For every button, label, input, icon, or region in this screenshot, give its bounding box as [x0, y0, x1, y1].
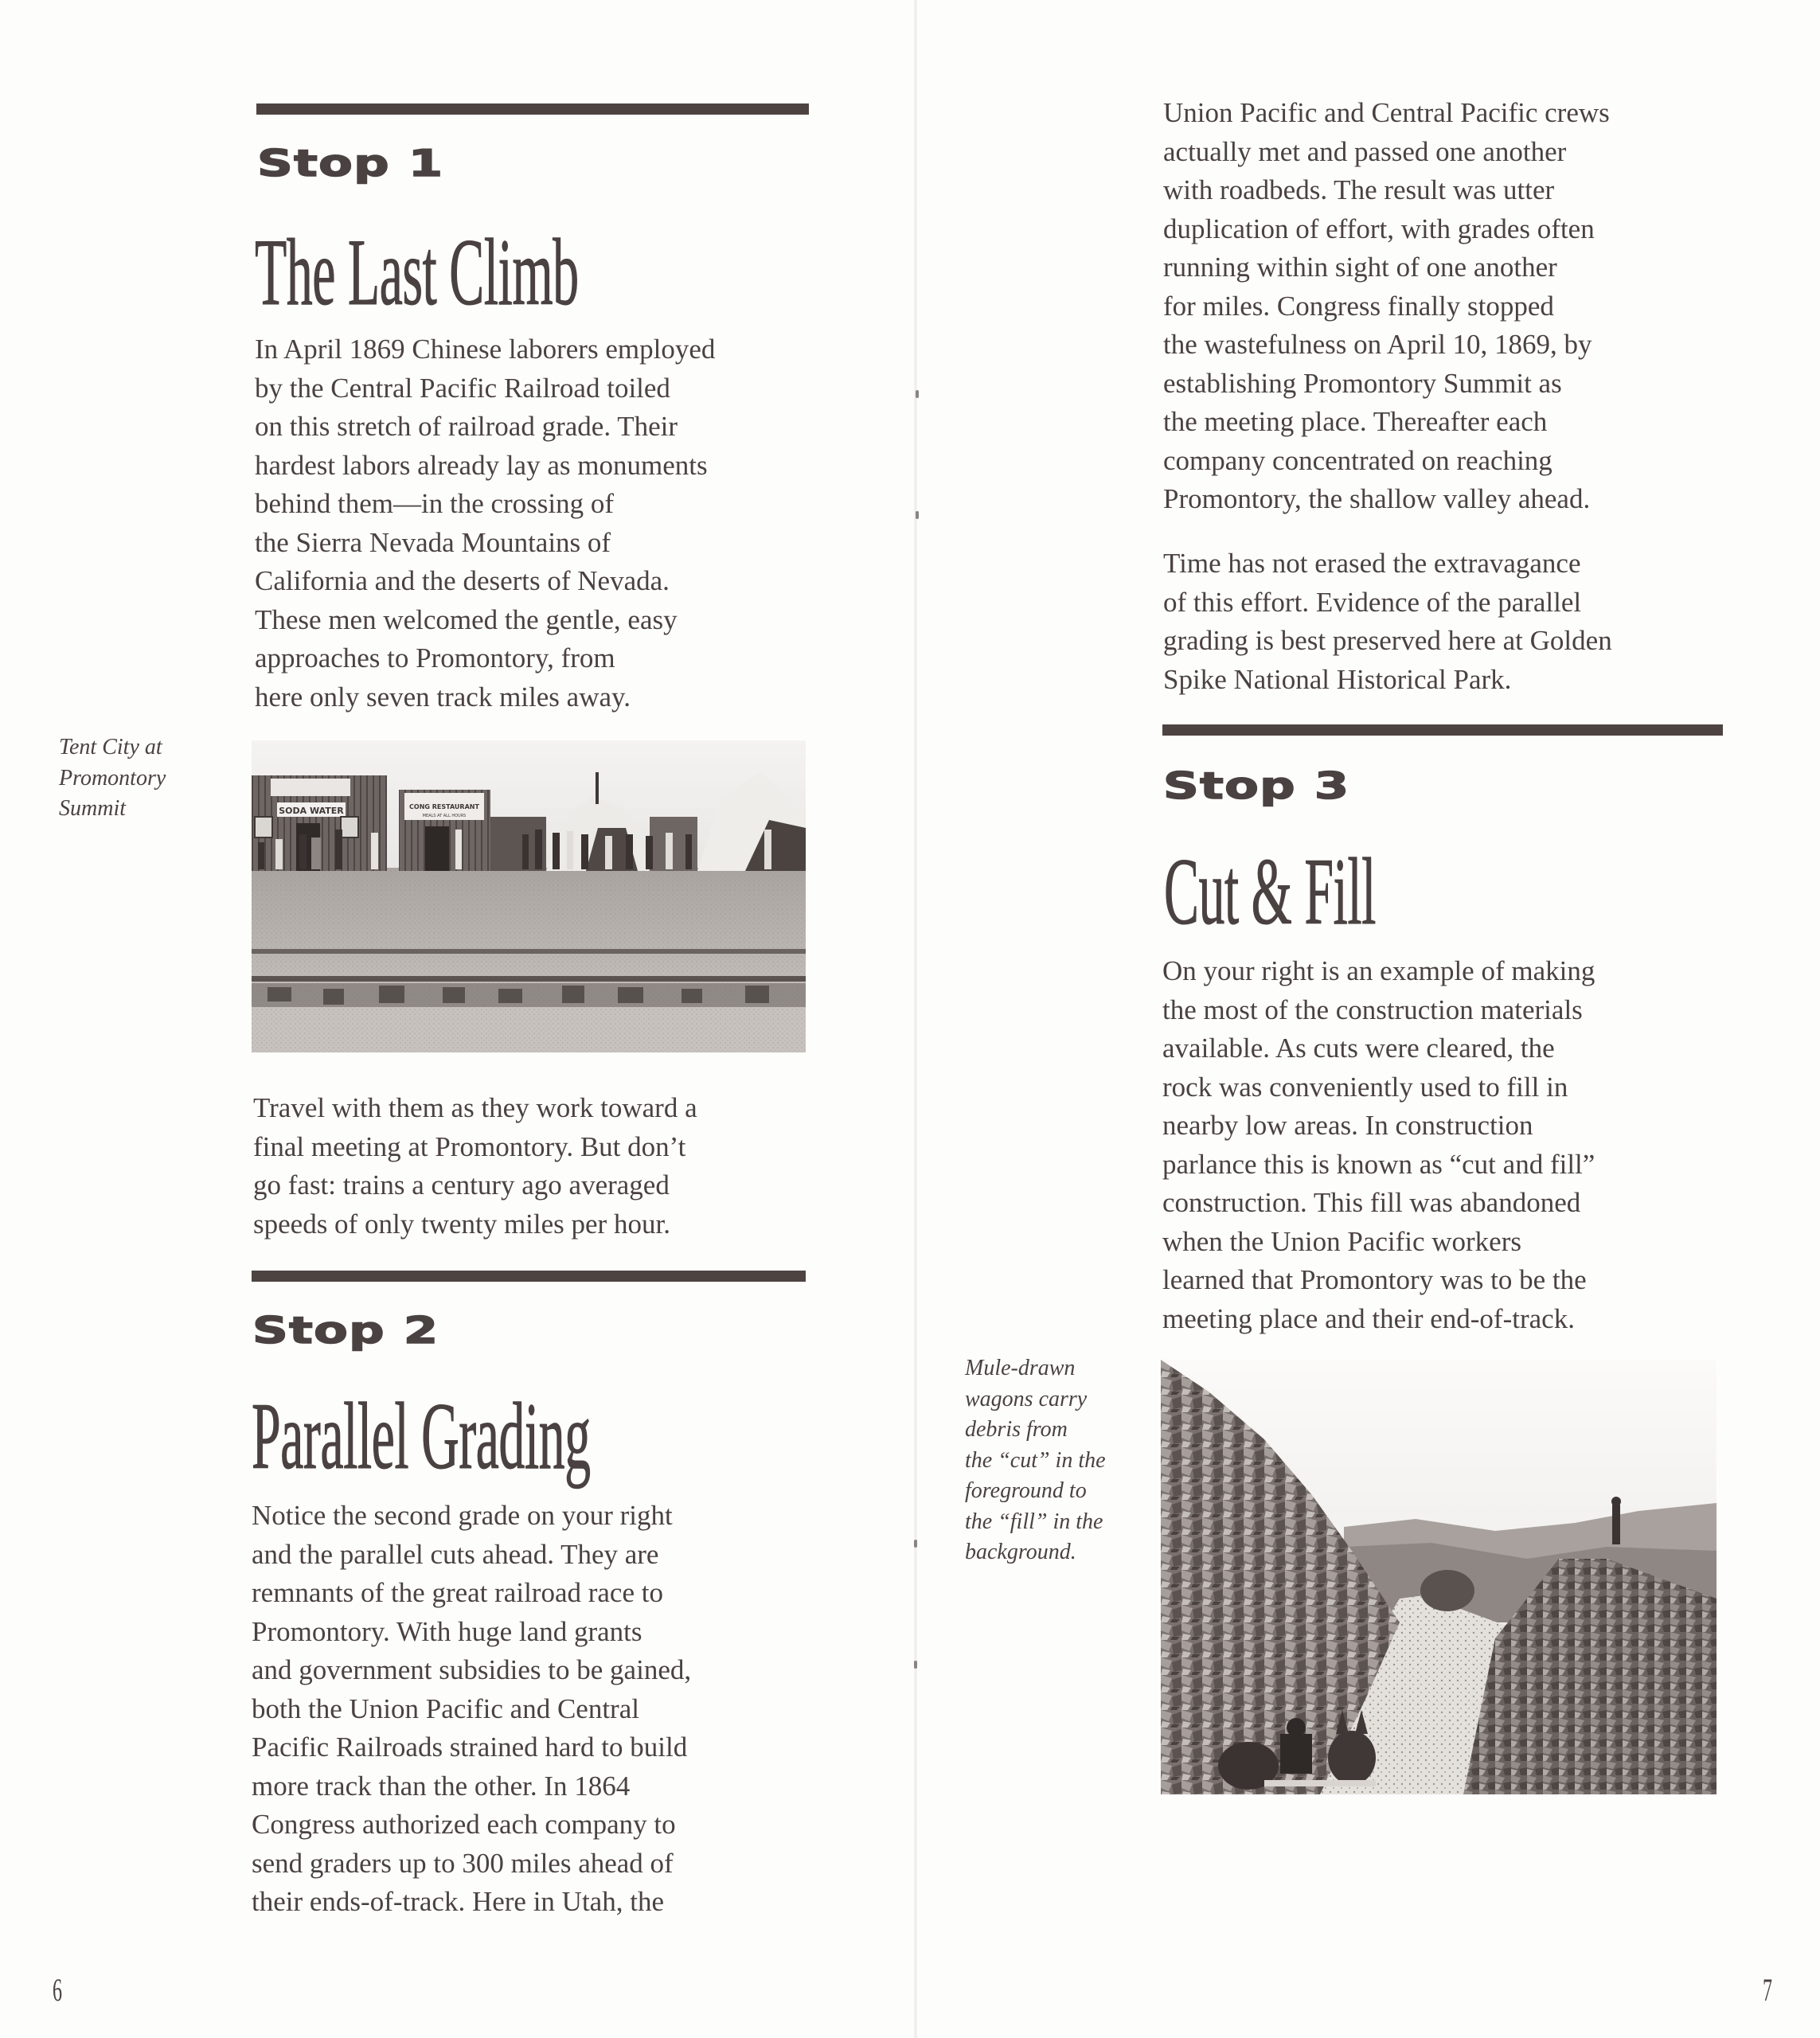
- right-page: [916, 0, 1820, 2038]
- section-rule-stop1: [256, 103, 809, 115]
- text-line: available. As cuts were cleared, the: [1162, 1033, 1555, 1064]
- text-line: construction. This fill was abandoned: [1162, 1187, 1581, 1218]
- text-line: the Sierra Nevada Mountains of: [255, 526, 611, 558]
- caption-line: Summit: [59, 796, 126, 821]
- text-line: when the Union Pacific workers: [1162, 1225, 1521, 1257]
- text-line: more track than the other. In 1864: [252, 1770, 631, 1802]
- text-line: Promontory. With huge land grants: [252, 1615, 642, 1647]
- stop1-paragraph2: [253, 1089, 697, 1243]
- text-line: learned that Promontory was to be the: [1162, 1264, 1587, 1295]
- text-line: remnants of the great railroad race to: [252, 1577, 663, 1608]
- text-line: hardest labors already lay as monuments: [255, 449, 708, 481]
- text-line: approaches to Promontory, from: [255, 642, 615, 673]
- text-line: parlance this is known as “cut and fill”: [1162, 1148, 1595, 1180]
- text-line: Travel with them as they work toward a: [253, 1092, 697, 1123]
- text-line: both the Union Pacific and Central: [252, 1692, 639, 1724]
- text-line: Pacific Railroads strained hard to build: [252, 1732, 688, 1763]
- caption-line: background.: [965, 1540, 1076, 1564]
- text-line: on this stretch of railroad grade. Their: [255, 411, 678, 442]
- text-line: go fast: trains a century ago averaged: [253, 1169, 670, 1201]
- sign-meals: MEALS AT ALL HOURS: [422, 814, 467, 818]
- stop1-paragraph1: [255, 330, 715, 716]
- sign-restaurant: CONG RESTAURANT: [409, 803, 479, 810]
- text-line: and government subsidies to be gained,: [252, 1654, 692, 1685]
- text-line: of this effort. Evidence of the parallel: [1163, 586, 1582, 618]
- caption-line: debris from: [965, 1417, 1068, 1442]
- stop2-label: Stop 2: [252, 1309, 439, 1352]
- text-line: In April 1869 Chinese laborers employed: [255, 334, 716, 365]
- section-rule-stop3: [1162, 724, 1723, 736]
- tent-city-caption: [59, 732, 166, 825]
- caption-line: the “fill” in the: [965, 1509, 1103, 1534]
- text-line: here only seven track miles away.: [255, 681, 631, 713]
- text-line: establishing Promontory Summit as: [1163, 367, 1562, 399]
- text-line: Promontory, the shallow valley ahead.: [1163, 483, 1591, 514]
- text-line: rock was conveniently used to fill in: [1162, 1071, 1568, 1103]
- text-line: California and the deserts of Nevada.: [255, 565, 670, 596]
- text-line: company concentrated on reaching: [1163, 444, 1552, 476]
- stop1-label: Stop 1: [257, 142, 444, 185]
- text-line: Congress authorized each company to: [252, 1809, 676, 1840]
- stop3-paragraph1: [1162, 952, 1595, 1338]
- text-line: Time has not erased the extravagance: [1163, 548, 1581, 579]
- stop3-title: Cut & Fill: [1164, 838, 1376, 944]
- text-line: with roadbeds. The result was utter: [1163, 174, 1555, 205]
- text-line: send graders up to 300 miles ahead of: [252, 1847, 674, 1879]
- caption-line: Mule-drawn: [965, 1356, 1076, 1380]
- tent-city-photo-image: [252, 740, 806, 1052]
- text-line: the meeting place. Thereafter each: [1163, 406, 1548, 437]
- text-line: duplication of effort, with grades often: [1163, 213, 1595, 244]
- stop3-label: Stop 3: [1163, 764, 1350, 807]
- text-line: On your right is an example of making: [1162, 955, 1595, 986]
- text-line: and the parallel cuts ahead. They are: [252, 1538, 659, 1570]
- text-line: actually met and passed one another: [1163, 135, 1567, 167]
- mule-wagons-caption: [965, 1353, 1106, 1568]
- tent-city-photo: [252, 740, 806, 1052]
- caption-line: the “cut” in the: [965, 1447, 1106, 1473]
- caption-line: Tent City at: [59, 735, 162, 759]
- text-line: grading is best preserved here at Golden: [1163, 625, 1612, 656]
- text-line: Notice the second grade on your right: [252, 1500, 673, 1531]
- text-line: These men welcomed the gentle, easy: [255, 603, 678, 635]
- text-line: their ends-of-track. Here in Utah, the: [252, 1886, 664, 1917]
- text-line: by the Central Pacific Railroad toiled: [255, 372, 670, 404]
- text-line: for miles. Congress finally stopped: [1163, 290, 1554, 322]
- cut-and-fill-photo-image: [1161, 1360, 1717, 1794]
- section-rule-stop2: [252, 1271, 806, 1282]
- stop2-paragraph1: [252, 1497, 691, 1922]
- text-line: Union Pacific and Central Pacific crews: [1163, 97, 1610, 128]
- text-line: running within sight of one another: [1163, 252, 1557, 283]
- continued-paragraph2: [1163, 545, 1612, 699]
- continued-paragraph1: [1163, 94, 1610, 519]
- text-line: the most of the construction materials: [1162, 994, 1583, 1025]
- stop2-title: Parallel Grading: [252, 1383, 591, 1489]
- stop1-title: The Last Climb: [255, 219, 579, 325]
- text-line: speeds of only twenty miles per hour.: [253, 1208, 670, 1240]
- text-line: Spike National Historical Park.: [1163, 663, 1512, 695]
- page-number-right: 7: [1763, 1972, 1772, 2008]
- caption-line: Promontory: [59, 765, 166, 791]
- text-line: the wastefulness on April 10, 1869, by: [1163, 329, 1592, 360]
- page-number-left: 6: [53, 1972, 62, 2008]
- text-line: behind them—in the crossing of: [255, 488, 615, 519]
- sign-soda-water: SODA WATER: [279, 806, 344, 816]
- caption-line: foreground to: [965, 1478, 1087, 1503]
- text-line: final meeting at Promontory. But don’t: [253, 1130, 686, 1162]
- text-line: meeting place and their end-of-track.: [1162, 1302, 1575, 1334]
- cut-and-fill-photo: [1161, 1360, 1717, 1794]
- text-line: nearby low areas. In construction: [1162, 1110, 1533, 1141]
- caption-line: wagons carry: [965, 1386, 1088, 1411]
